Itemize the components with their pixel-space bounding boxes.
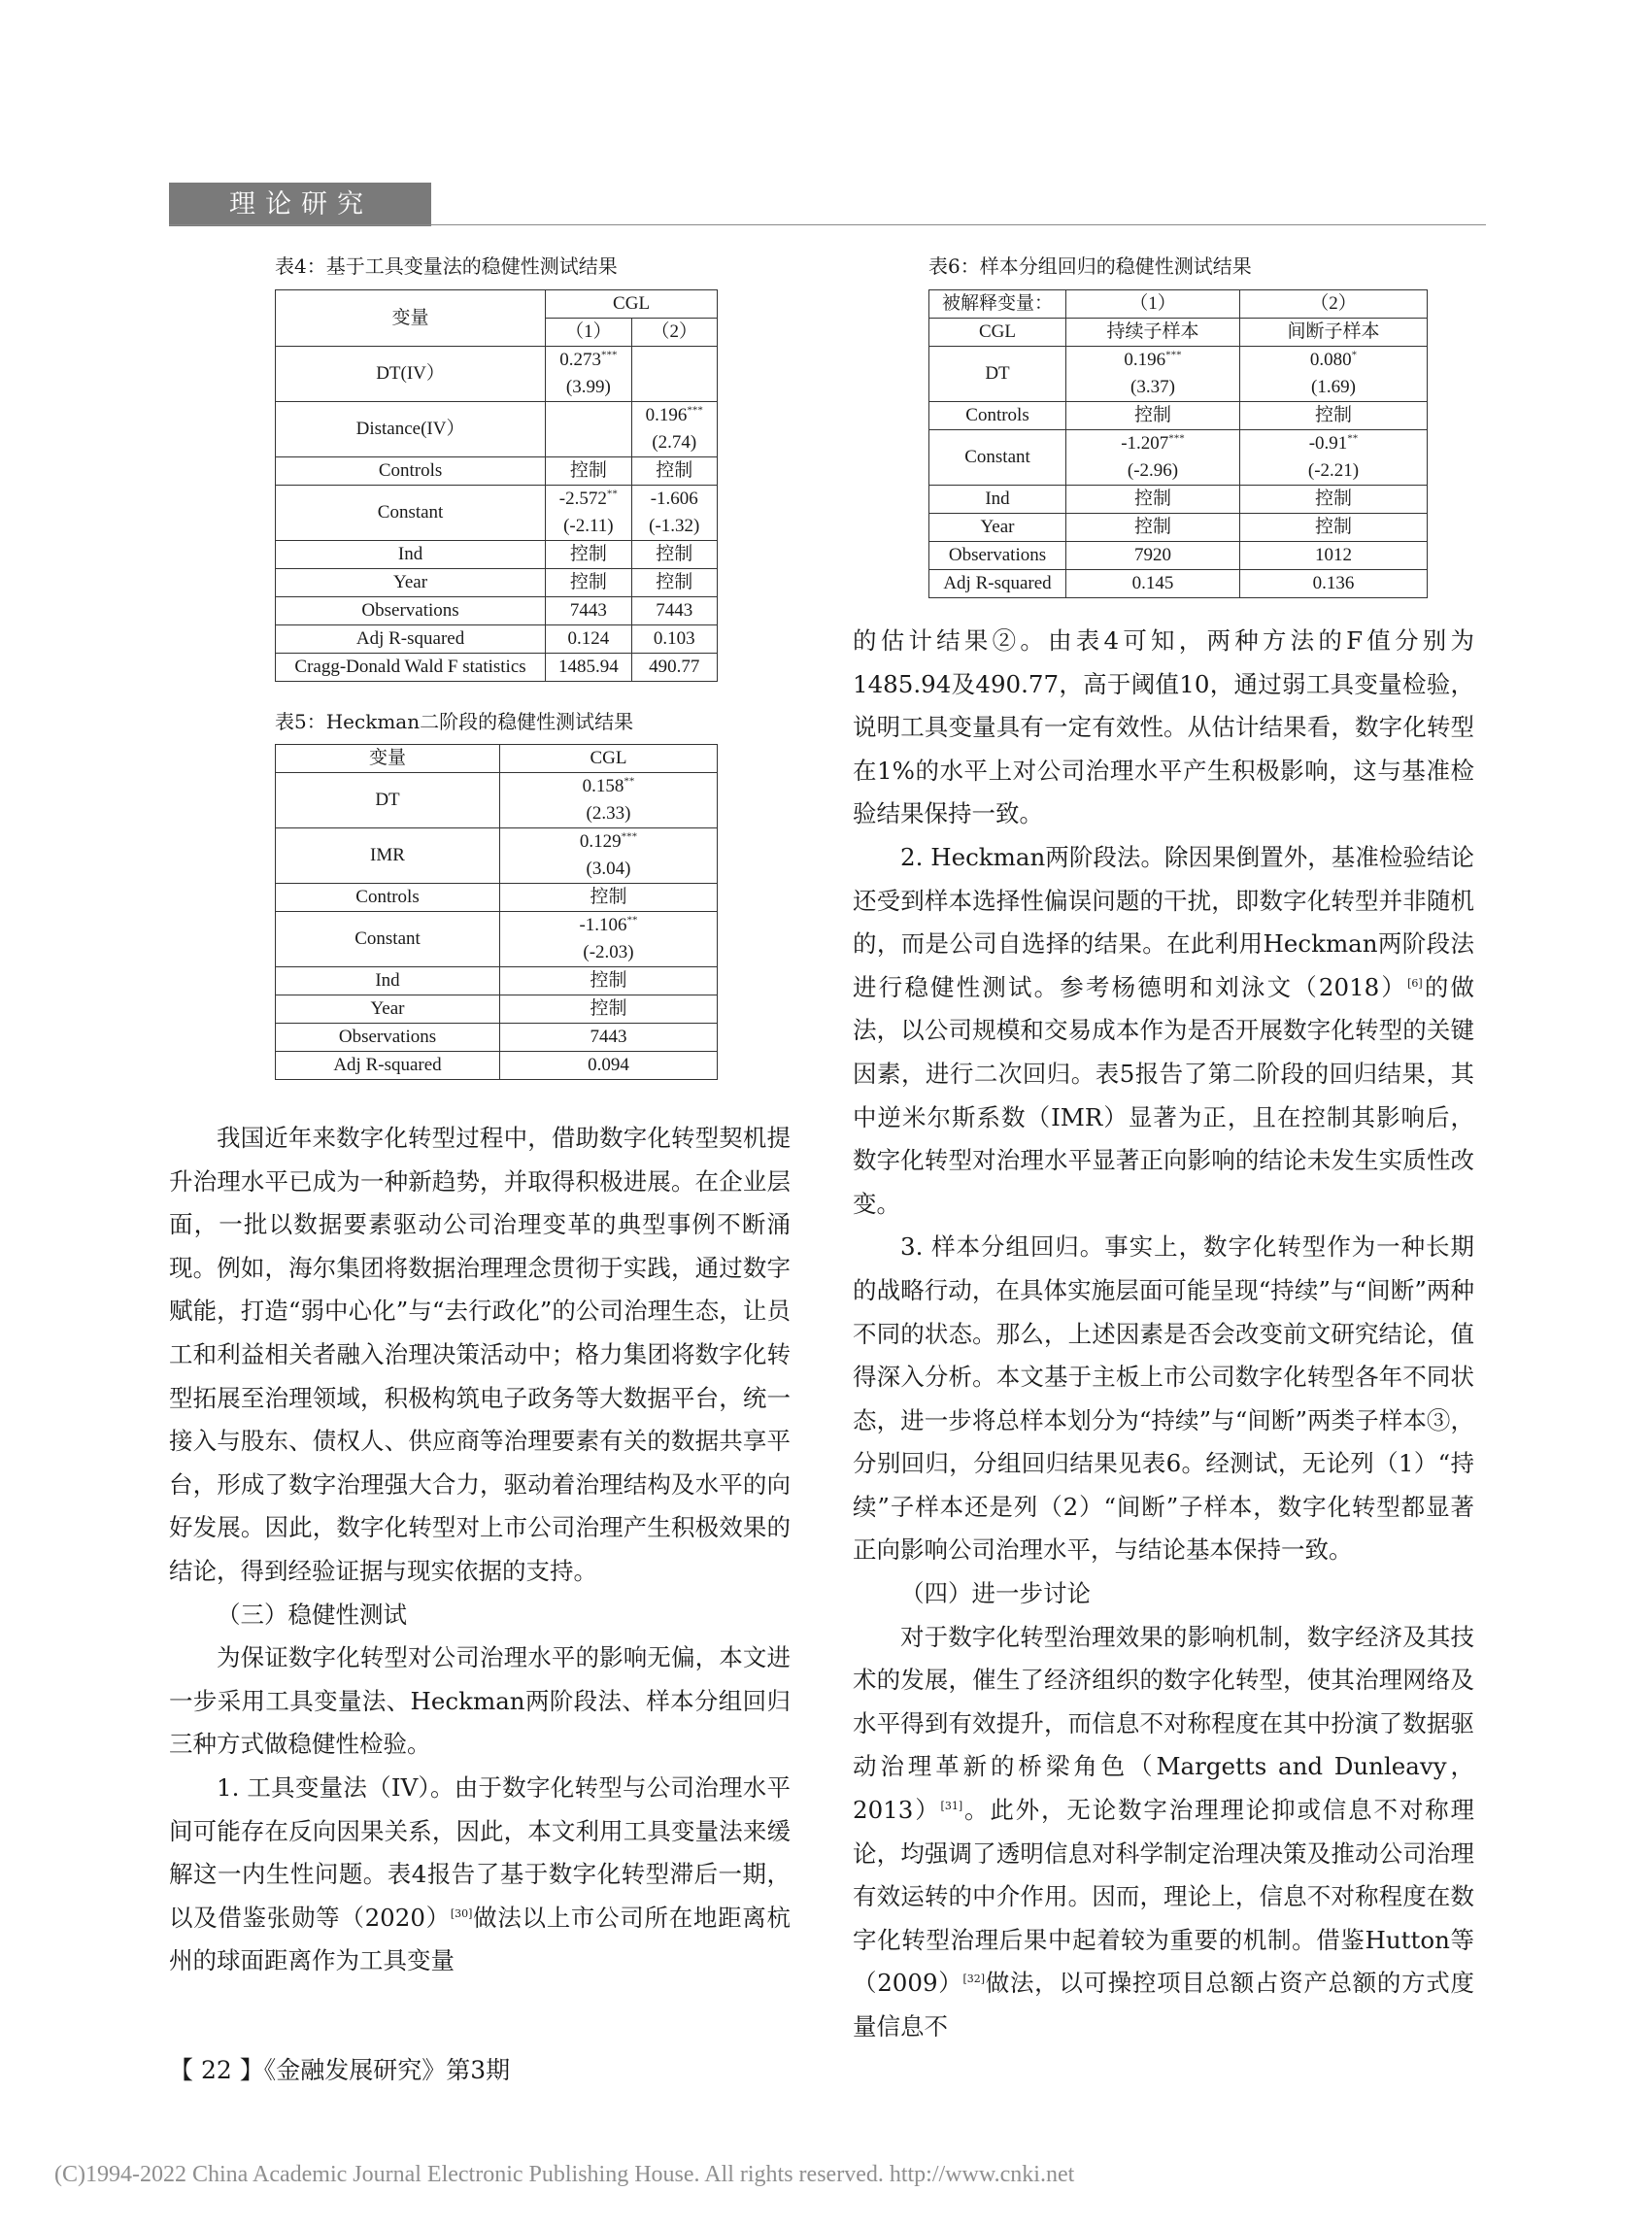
table4-cell — [546, 429, 631, 457]
table4-cell: 7443 — [631, 597, 717, 625]
table6-cell: 控制 — [1240, 486, 1428, 514]
footnote-mark: ③ — [1426, 1405, 1451, 1434]
table5-cell: 0.094 — [500, 1052, 718, 1080]
table4-group-header: CGL — [546, 290, 718, 319]
table4-cell: (-2.11) — [546, 513, 631, 541]
table4-cell: -2.572** — [546, 486, 631, 514]
table4-cell: 控制 — [546, 457, 631, 486]
table5-row-label: Constant — [276, 912, 500, 967]
table6-cell: 0.136 — [1240, 570, 1428, 598]
table6-cell: (-2.21) — [1240, 457, 1428, 486]
citation-ref: [32] — [962, 1973, 986, 1986]
table4-row-label: Controls — [276, 457, 546, 486]
table5-caption: 表5：Heckman二阶段的稳健性测试结果 — [275, 710, 634, 733]
paragraph: 我国近年来数字化转型过程中，借助数字化转型契机提升治理水平已成为一种新趋势，并取得积极进展。在企业层面，一批以数据要素驱动公司治理变革的典型事例不断涌现。例如，海尔集团将数据治理理念贯彻于实践，通过数字赋能，打造“弱中心化”与“去行政化”的公司治理生态，让员工和利益相关者融入治理决策活动中；格力集团将数字化转型拓展至治理领域，积极构筑电子政务等大数据平台，统一接入与股东、债权人、供应商等治理要素有关的数据共享平台，形成了数字治理强大合力，驱动着治理结构及水平的向好发展。因此，数字化转型对上市公司治理产生积极效果的结论，得到经验证据与现实依据的支持。 — [169, 1124, 791, 1585]
table4-cell: 7443 — [546, 597, 631, 625]
table4-cell: (-1.32) — [631, 513, 717, 541]
table6-cell: 1012 — [1240, 542, 1428, 570]
table6-row-label: Observations — [929, 542, 1066, 570]
table4-row-label: Observations — [276, 597, 546, 625]
paragraph: 的估计结果②。由表4可知，两种方法的F值分别为1485.94及490.77，高于阈值10，通过弱工具变量检验，说明工具变量具有一定有效性。从估计结果看，数字化转型在1%的水平上对公司治理水平产生积极影响，这与基准检验结果保持一致。 — [853, 626, 1475, 828]
paragraph: 为保证数字化转型对公司治理水平的影响无偏，本文进一步采用工具变量法、Heckman两阶段法、样本分组回归三种方式做稳健性检验。 — [169, 1643, 791, 1759]
table6-row-label: Ind — [929, 486, 1066, 514]
table6-cell: 控制 — [1066, 514, 1240, 542]
right-column-text — [853, 620, 1474, 2049]
section-heading: （三）稳健性测试 — [217, 1600, 407, 1629]
table4-row-label: Adj R-squared — [276, 625, 546, 654]
paragraph: 3. 样本分组回归。事实上，数字化转型作为一种长期的战略行动，在具体实施层面可能呈现“持续”与“间断”两种不同的状态。那么，上述因素是否会改变前文研究结论，值得深入分析。本文基于主板上市公司数字化转型各年不同状态，进一步将总样本划分为“持续”与“间断”两类子样本③，分别回归，分组回归结果见表6。经测试，无论列（1）“持续”子样本还是列（2）“间断”子样本，数字化转型都显著正向影响公司治理水平，与结论基本保持一致。 — [853, 1232, 1474, 1565]
table4-cell: 490.77 — [631, 654, 717, 682]
section-label: 理论研究 — [169, 183, 431, 226]
table6-cell: (-2.96) — [1066, 457, 1240, 486]
table5-var-header: 变量 — [276, 745, 500, 773]
table4-cell: -1.606 — [631, 486, 717, 514]
table6-cell: 控制 — [1240, 514, 1428, 542]
table4-var-header: 变量 — [276, 290, 546, 347]
table5-cell: 0.158** — [500, 773, 718, 801]
table6-cell: 7920 — [1066, 542, 1240, 570]
table6-h1: 被解释变量： — [929, 290, 1066, 319]
citation-ref: [6] — [1407, 976, 1423, 990]
table4-cell: 0.273*** — [546, 347, 631, 375]
table4-cell: 1485.94 — [546, 654, 631, 682]
table6-caption: 表6：样本分组回归的稳健性测试结果 — [928, 254, 1252, 278]
table5-cell: (3.04) — [500, 856, 718, 884]
table6-cell: (3.37) — [1066, 374, 1240, 402]
table6-h1-c1: （1） — [1066, 290, 1240, 319]
table4-cell: 0.103 — [631, 625, 717, 654]
table5 — [275, 744, 718, 1080]
table4-cell — [631, 347, 717, 375]
table6-row-label: Controls — [929, 402, 1066, 430]
table6-row-label: Adj R-squared — [929, 570, 1066, 598]
footnote-mark: ② — [992, 626, 1021, 655]
table5-cell: 控制 — [500, 995, 718, 1024]
table4-row-label: Constant — [276, 486, 546, 541]
table6-cell: -0.91** — [1240, 430, 1428, 458]
table4-cell: 0.124 — [546, 625, 631, 654]
table6-cell: 0.145 — [1066, 570, 1240, 598]
table6-row-label: DT — [929, 347, 1066, 402]
table6-row-label: Year — [929, 514, 1066, 542]
table6-h2: CGL — [929, 319, 1066, 347]
header-rule — [169, 224, 1486, 225]
citation-ref: [31] — [940, 1799, 963, 1812]
table5-cell: (-2.03) — [500, 939, 718, 967]
table6-h2-c2: 间断子样本 — [1240, 319, 1428, 347]
table4-cell: (2.74) — [631, 429, 717, 457]
table4-row-label: Cragg-Donald Wald F statistics — [276, 654, 546, 682]
table5-row-label: Observations — [276, 1024, 500, 1052]
left-column-text — [169, 1117, 791, 1983]
table5-cell: (2.33) — [500, 800, 718, 828]
table5-cell: -1.106** — [500, 912, 718, 940]
paragraph: 1. 工具变量法（IV）。由于数字化转型与公司治理水平间可能存在反向因果关系，因此，本文利用工具变量法来缓解这一内生性问题。表4报告了基于数字化转型滞后一期，以及借鉴张勋等（2020）[30]做法以上市公司所在地距离杭州的球面距离作为工具变量 — [169, 1772, 791, 1975]
table5-row-label: Year — [276, 995, 500, 1024]
table5-row-label: DT — [276, 773, 500, 828]
page-footer: 【 22 】《金融发展研究》第3期 — [169, 2056, 511, 2084]
table4-cell — [631, 374, 717, 402]
table6-cell: 0.196*** — [1066, 347, 1240, 375]
table4-cell: 控制 — [546, 541, 631, 569]
table4-cell: 控制 — [631, 541, 717, 569]
table4-cell: 控制 — [631, 457, 717, 486]
table5-cell: 0.129*** — [500, 828, 718, 857]
table4 — [275, 289, 718, 682]
table6-cell: -1.207*** — [1066, 430, 1240, 458]
table4-col1-header: （1） — [546, 319, 631, 347]
table6-row-label: Constant — [929, 430, 1066, 486]
table4-cell: 0.196*** — [631, 402, 717, 430]
section-heading: （四）进一步讨论 — [900, 1579, 1091, 1608]
table4-cell: 控制 — [631, 569, 717, 597]
table6-h1-c2: （2） — [1240, 290, 1428, 319]
paragraph: 对于数字化转型治理效果的影响机制，数字经济及其技术的发展，催生了经济组织的数字化转型，使其治理网络及水平得到有效提升，而信息不对称程度在其中扮演了数据驱动治理革新的桥梁角色（Margetts and Dunleavy，2013）[31]。此外，无论数字治理理论抑或信息不对称理论，均强调了透明信息对科学制定治理决策及推动公司治理有效运转的中介作用。因而，理论上，信息不对称程度在数字化转型治理后果中起着较为重要的机制。借鉴Hutton等（2009）[32]做法，以可操控项目总额占资产总额的方式度量信息不 — [853, 1622, 1474, 2040]
table5-row-label: Controls — [276, 884, 500, 912]
paragraph: 2. Heckman两阶段法。除因果倒置外，基准检验结论还受到样本选择性偏误问题的干扰，即数字化转型并非随机的，而是公司自选择的结果。在此利用Heckman两阶段法进行稳健性测试。参考杨德明和刘泳文（2018）[6]的做法，以公司规模和交易成本作为是否开展数字化转型的关键因素，进行二次回归。表5报告了第二阶段的回归结果，其中逆米尔斯系数（IMR）显著为正，且在控制其影响后，数字化转型对治理水平显著正向影响的结论未发生实质性改变。 — [853, 842, 1474, 1218]
table4-cell: 控制 — [546, 569, 631, 597]
table5-row-label: Adj R-squared — [276, 1052, 500, 1080]
table5-cell: 控制 — [500, 884, 718, 912]
copyright-notice: (C)1994-2022 China Academic Journal Electronic Publishing House. All rights reserved. http://www.cnki.net — [54, 2162, 1075, 2187]
table5-cell: 7443 — [500, 1024, 718, 1052]
table5-row-label: IMR — [276, 828, 500, 884]
table4-cell — [546, 402, 631, 430]
table4-row-label: DT(IV） — [276, 347, 546, 402]
table6-h2-c1: 持续子样本 — [1066, 319, 1240, 347]
table6-cell: 控制 — [1240, 402, 1428, 430]
table4-caption: 表4：基于工具变量法的稳健性测试结果 — [275, 254, 618, 278]
table4-col2-header: （2） — [631, 319, 717, 347]
table4-row-label: Ind — [276, 541, 546, 569]
table6-cell: 控制 — [1066, 402, 1240, 430]
table5-cell: 控制 — [500, 967, 718, 995]
table6-cell: 0.080* — [1240, 347, 1428, 375]
table4-cell: (3.99) — [546, 374, 631, 402]
table6-cell: 控制 — [1066, 486, 1240, 514]
table4-row-label: Year — [276, 569, 546, 597]
citation-ref: [30] — [450, 1906, 473, 1920]
table4-row-label: Distance(IV） — [276, 402, 546, 457]
table5-row-label: Ind — [276, 967, 500, 995]
table6 — [928, 289, 1428, 598]
table5-col-header: CGL — [500, 745, 718, 773]
table6-cell: (1.69) — [1240, 374, 1428, 402]
